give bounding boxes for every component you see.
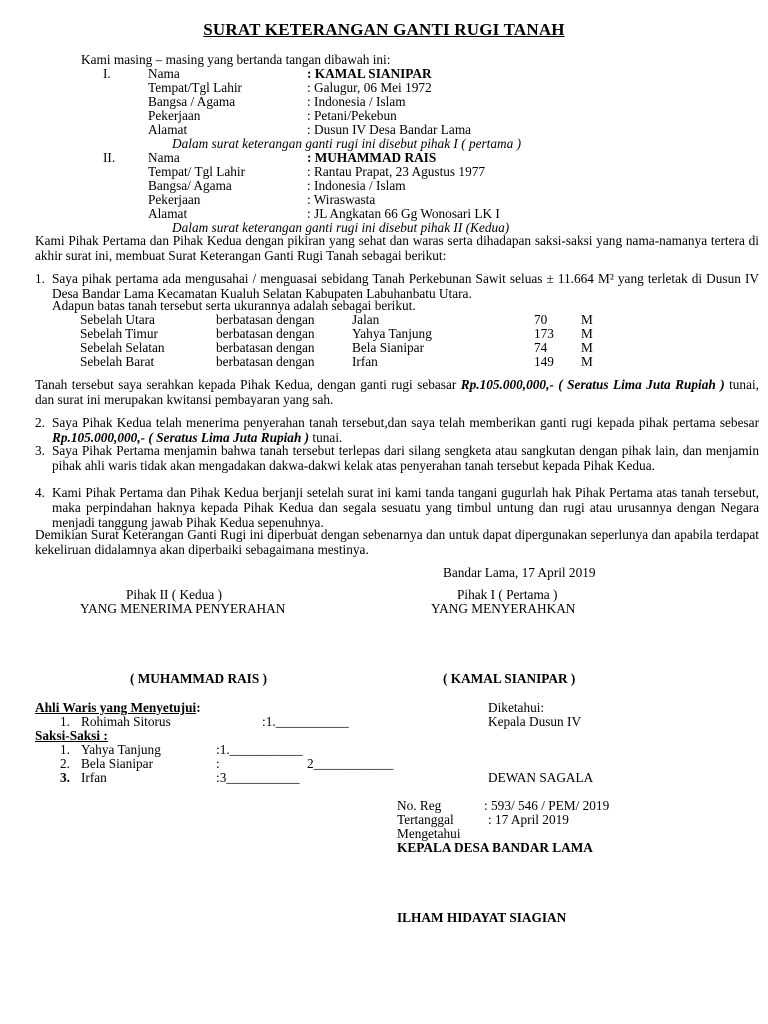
boundary-phrase: berbatasan dengan: [216, 354, 315, 369]
boundary-length: 70: [534, 312, 548, 327]
boundary-phrase: berbatasan dengan: [216, 326, 315, 341]
party-one-label-birth: Tempat/Tgl Lahir: [148, 80, 242, 95]
boundary-side: Sebelah Utara: [80, 312, 155, 327]
item-four-number: 4.: [35, 485, 45, 500]
closing-paragraph: Demikian Surat Keterangan Ganti Rugi ini diperbuat dengan sebenarnya dan untuk dapat dipergunakan seperlunya dan apabila terdapat kekeliruan didalamnya akan diperbaiki sebagaimana mestinya.: [35, 527, 759, 557]
party-two-value-name: : MUHAMMAD RAIS: [307, 150, 437, 165]
party-two-label-birth: Tempat/ Tgl Lahir: [148, 164, 246, 179]
boundary-length: 173: [534, 326, 554, 341]
item-four-text: Kami Pihak Pertama dan Pihak Kedua berjanji setelah surat ini kami tanda tangani gugurlah hak Pihak Pertama atas tanah tersebut, maka perpindahan haknya kepada Pihak Kedua dan segala sesuatu yang timbul untung dan rugi atau urusannya dengan Negara menjadi tanggung jawab Pihak Kedua sepenuhnya.: [52, 485, 759, 530]
party-one-roman: I.: [103, 66, 111, 81]
boundary-intro: Adapun batas tanah tersebut serta ukurannya adalah sebagai berikut.: [52, 298, 416, 313]
handover-pre: Tanah tersebut saya serahkan kepada Pihak Kedua, dengan ganti rugi sebasar: [35, 377, 461, 392]
party-one-label-name: Nama: [148, 66, 180, 81]
party-two-label-address: Alamat: [148, 206, 188, 221]
boundary-unit: M: [581, 354, 593, 369]
item-two-post: tunai.: [309, 430, 343, 445]
reg-date-label: Tertanggal: [397, 812, 454, 827]
party-two-label-job: Pekerjaan: [148, 192, 201, 207]
witness-colon: :: [216, 756, 220, 771]
heirs-heading-text: Ahli Waris yang Menyetujui: [35, 700, 197, 715]
heirs-heading-colon: :: [196, 700, 201, 715]
party-one-value-nation: : Indonesia / Islam: [307, 94, 406, 109]
boundary-side: Sebelah Barat: [80, 354, 155, 369]
heir-name: Rohimah Sitorus: [81, 714, 171, 729]
party-two-value-job: : Wiraswasta: [307, 192, 376, 207]
witness-name: Irfan: [81, 770, 107, 785]
heirs-heading: [35, 700, 201, 715]
boundary-side: Sebelah Selatan: [80, 340, 165, 355]
item-three-text: Saya Pihak Pertama menjamin bahwa tanah tersebut terlepas dari silang sengketa atau sangkutan dengan pihak lain, dan menjamin pihak ahli waris tidak akan mengadakan dakwa-dakwi kelak atas penyerahan tanah tersebut kepada Pihak Kedua.: [52, 443, 759, 473]
dusun-known-label: Diketahui:: [488, 700, 545, 715]
handover-amount: Rp.105.000,000,- ( Seratus Lima Juta Rupiah ): [460, 377, 725, 392]
party-two-note: Dalam surat keterangan ganti rugi ini disebut pihak II (Kedua): [172, 220, 510, 235]
item-three-number: 3.: [35, 443, 45, 458]
item-two-number: 2.: [35, 415, 45, 430]
party-two-label-nation: Bangsa/ Agama: [148, 178, 232, 193]
boundary-phrase: berbatasan dengan: [216, 340, 315, 355]
party-one-label-job: Pekerjaan: [148, 108, 201, 123]
handover-post: tunai, dan surat ini merupakan kwitansi pembayaran yang sah.: [35, 377, 759, 407]
item-two-text: [52, 415, 759, 445]
party-one-value-birth: : Galugur, 06 Mei 1972: [307, 80, 432, 95]
boundary-name: Jalan: [352, 312, 380, 327]
party-two-value-birth: : Rantau Prapat, 23 Agustus 1977: [307, 164, 486, 179]
boundary-name: Bela Sianipar: [352, 340, 425, 355]
boundary-name: Irfan: [352, 354, 378, 369]
reg-date-value: : 17 April 2019: [488, 812, 569, 827]
witness-number: 1.: [60, 742, 70, 757]
party-two-value-nation: : Indonesia / Islam: [307, 178, 406, 193]
village-head-name: ILHAM HIDAYAT SIAGIAN: [397, 910, 567, 925]
party-two-sign-role: YANG MENERIMA PENYERAHAN: [80, 601, 286, 616]
document-title: SURAT KETERANGAN GANTI RUGI TANAH: [203, 20, 565, 39]
witness-signature-line: 2____________: [307, 756, 394, 771]
intro-text: Kami masing – masing yang bertanda tangan dibawah ini:: [81, 52, 391, 67]
witnesses-heading: Saksi-Saksi :: [35, 728, 108, 743]
party-one-sign-title: Pihak I ( Pertama ): [457, 587, 558, 602]
witness-signature-line: :3___________: [216, 770, 300, 785]
place-date: Bandar Lama, 17 April 2019: [443, 565, 596, 580]
party-one-note: Dalam surat keterangan ganti rugi ini disebut pihak I ( pertama ): [172, 136, 522, 151]
boundary-name: Yahya Tanjung: [352, 326, 432, 341]
witness-name: Bela Sianipar: [81, 756, 154, 771]
boundary-side: Sebelah Timur: [80, 326, 158, 341]
witness-name: Yahya Tanjung: [81, 742, 161, 757]
item-two-pre: Saya Pihak Kedua telah menerima penyerahan tanah tersebut,dan saya telah memberikan ganti rugi kepada pihak pertama sebesar: [52, 415, 759, 430]
party-one-label-address: Alamat: [148, 122, 188, 137]
boundary-unit: M: [581, 312, 593, 327]
party-one-value-job: : Petani/Pekebun: [307, 108, 397, 123]
item-two-amount: Rp.105.000,000,- ( Seratus Lima Juta Rupiah ): [52, 430, 310, 445]
reg-known-label: Mengetahui: [397, 826, 461, 841]
party-one-sign-role: YANG MENYERAHKAN: [431, 601, 576, 616]
village-head-role: KEPALA DESA BANDAR LAMA: [397, 840, 593, 855]
party-two-label-name: Nama: [148, 150, 180, 165]
party-two-sign-title: Pihak II ( Kedua ): [126, 587, 222, 602]
party-two-sign-name: ( MUHAMMAD RAIS ): [130, 671, 268, 686]
reg-number-label: No. Reg: [397, 798, 442, 813]
party-two-roman: II.: [103, 150, 116, 165]
dusun-head-role: Kepala Dusun IV: [488, 714, 582, 729]
party-one-label-nation: Bangsa / Agama: [148, 94, 236, 109]
boundary-unit: M: [581, 340, 593, 355]
party-one-value-address: : Dusun IV Desa Bandar Lama: [307, 122, 472, 137]
witness-number: 2.: [60, 756, 70, 771]
reg-number-value: : 593/ 546 / PEM/ 2019: [484, 798, 610, 813]
statement-paragraph: Kami Pihak Pertama dan Pihak Kedua dengan pikiran yang sehat dan waras serta dihadapan saksi-saksi yang nama-namanya tertera di akhir surat ini, membuat Surat Keterangan Ganti Rugi Tanah sebagai berikut:: [35, 233, 759, 263]
heir-number: 1.: [60, 714, 70, 729]
dusun-head-name: DEWAN SAGALA: [488, 770, 594, 785]
boundary-length: 74: [534, 340, 548, 355]
party-two-value-address: : JL Angkatan 66 Gg Wonosari LK I: [307, 206, 500, 221]
handover-paragraph: [35, 377, 759, 407]
item-one-number: 1.: [35, 271, 45, 286]
boundary-unit: M: [581, 326, 593, 341]
party-one-sign-name: ( KAMAL SIANIPAR ): [443, 671, 576, 686]
witness-signature-line: :1.___________: [216, 742, 303, 757]
heir-signature-line: :1.___________: [262, 714, 349, 729]
boundary-phrase: berbatasan dengan: [216, 312, 315, 327]
boundary-length: 149: [534, 354, 554, 369]
witness-number: 3.: [60, 770, 70, 785]
item-one-text: Saya pihak pertama ada mengusahai / menguasai sebidang Tanah Perkebunan Sawit seluas ± 11.664 M² yang terletak di Dusun IV Desa Bandar Lama Kecamatan Kualuh Selatan Kabupaten Labuhanbatu Utara.: [52, 271, 759, 301]
party-one-value-name: : KAMAL SIANIPAR: [307, 66, 432, 81]
